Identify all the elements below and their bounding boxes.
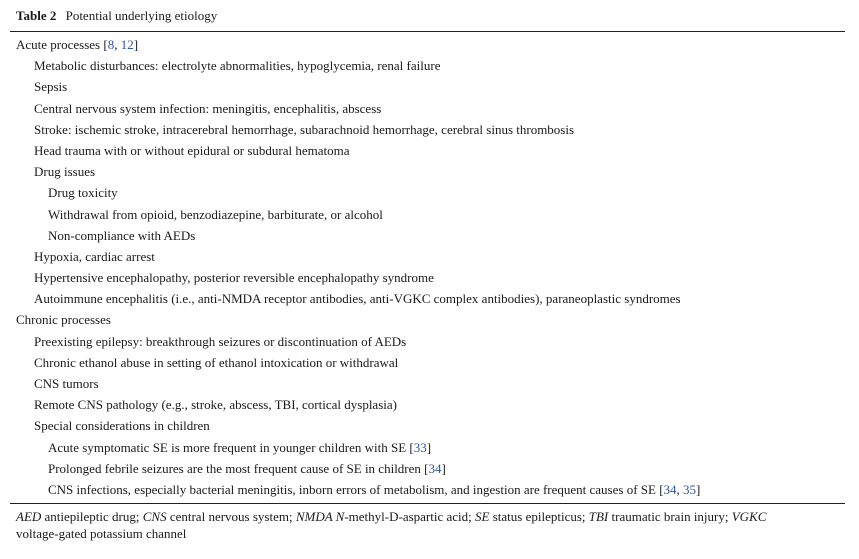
row-text: Hypertensive encephalopathy, posterior reversible encephalopathy syndrome bbox=[34, 270, 434, 286]
footnote-line-2: voltage-gated potassium channel bbox=[16, 526, 187, 541]
footnote-line-1 bbox=[16, 508, 846, 525]
citation-link[interactable]: 35 bbox=[683, 481, 697, 497]
table-row bbox=[0, 288, 859, 309]
footnote-definition: antiepileptic drug; bbox=[41, 509, 143, 524]
row-text: Central nervous system infection: meningitis, encephalitis, abscess bbox=[34, 100, 382, 116]
ref-bracket-close: ] bbox=[441, 460, 446, 476]
row-text: Drug issues bbox=[34, 164, 96, 180]
footnote-definition: traumatic brain injury; bbox=[608, 509, 732, 524]
section-header-row bbox=[0, 309, 859, 330]
table-title: Potential underlying etiology bbox=[65, 8, 218, 23]
row-text: Drug toxicity bbox=[48, 185, 118, 201]
row-text: Chronic ethanol abuse in setting of ethanol intoxication or withdrawal bbox=[34, 354, 399, 370]
table-footnote bbox=[16, 508, 846, 542]
table-row bbox=[0, 98, 859, 119]
row-text: Acute symptomatic SE is more frequent in younger children with SE bbox=[48, 439, 410, 455]
row-text: Stroke: ischemic stroke, intracerebral hemorrhage, subarachnoid hemorrhage, cerebral sinus thrombosis bbox=[34, 121, 575, 137]
table-row bbox=[0, 373, 859, 394]
row-text: Hypoxia, cardiac arrest bbox=[34, 248, 155, 264]
ref-bracket-open: [ bbox=[659, 481, 664, 497]
row-text: Non-compliance with AEDs bbox=[48, 227, 196, 243]
table-row bbox=[0, 140, 859, 161]
table-row bbox=[0, 246, 859, 267]
citation-separator: , bbox=[114, 37, 121, 52]
table-row bbox=[0, 204, 859, 225]
table-row bbox=[0, 415, 859, 436]
section-header-row bbox=[0, 34, 859, 55]
row-text: Remote CNS pathology (e.g., stroke, abscess, TBI, cortical dysplasia) bbox=[34, 397, 397, 413]
row-text: Head trauma with or without epidural or subdural hematoma bbox=[34, 142, 350, 158]
table-row bbox=[0, 161, 859, 182]
citation-link[interactable]: 8 bbox=[107, 37, 115, 52]
ref-bracket-open: [ bbox=[424, 460, 429, 476]
table-row bbox=[0, 458, 859, 479]
footnote-abbreviation: VGKC bbox=[731, 509, 767, 524]
table-row bbox=[0, 55, 859, 76]
row-text: Withdrawal from opioid, benzodiazepine, barbiturate, or alcohol bbox=[48, 206, 383, 222]
table-label: Table 2 bbox=[16, 8, 57, 23]
ref-bracket-close: ] bbox=[426, 439, 432, 455]
footnote-definition: central nervous system; bbox=[166, 509, 296, 524]
footnote-definition: status epilepticus; bbox=[489, 509, 589, 524]
table-row bbox=[0, 267, 859, 288]
footnote-definition: -methyl-D-aspartic acid; bbox=[344, 509, 476, 524]
table-row bbox=[0, 437, 859, 458]
table-row bbox=[0, 331, 859, 352]
citation-link[interactable]: 34 bbox=[428, 460, 442, 476]
row-text: Sepsis bbox=[34, 79, 68, 95]
footnote-abbreviation: CNS bbox=[142, 509, 167, 524]
ref-bracket-close: ] bbox=[696, 481, 701, 497]
table-row bbox=[0, 352, 859, 373]
citation-link[interactable]: 34 bbox=[663, 481, 677, 497]
table-row bbox=[0, 225, 859, 246]
table-caption bbox=[16, 7, 217, 25]
citation-link[interactable]: 12 bbox=[120, 37, 134, 52]
row-text: CNS tumors bbox=[34, 376, 99, 391]
table-row bbox=[0, 479, 859, 500]
row-text: Special considerations in children bbox=[34, 418, 210, 434]
footnote-abbreviation: SE bbox=[475, 509, 490, 524]
bottom-rule bbox=[10, 503, 845, 504]
row-text: Chronic processes bbox=[16, 312, 111, 328]
citation-link[interactable]: 33 bbox=[413, 439, 427, 455]
row-text: Preexisting epilepsy: breakthrough seizures or discontinuation of AEDs bbox=[34, 333, 407, 349]
row-text: Metabolic disturbances: electrolyte abnormalities, hypoglycemia, renal failure bbox=[34, 58, 441, 74]
row-text: Prolonged febrile seizures are the most frequent cause of SE in children bbox=[48, 460, 425, 476]
row-text: Autoimmune encephalitis (i.e., anti-NMDA receptor antibodies, anti-VGKC complex antibodies), paraneoplastic syndromes bbox=[34, 291, 681, 307]
top-rule bbox=[10, 31, 845, 32]
table-row bbox=[0, 76, 859, 97]
table-row bbox=[0, 119, 859, 140]
ref-bracket-open: [ bbox=[103, 37, 108, 52]
table-body bbox=[0, 34, 859, 500]
table-row bbox=[0, 394, 859, 415]
table-row bbox=[0, 182, 859, 203]
ref-bracket-close: ] bbox=[133, 37, 139, 52]
footnote-abbreviation: TBI bbox=[588, 509, 609, 524]
ref-bracket-open: [ bbox=[409, 439, 414, 455]
footnote-abbreviation: NMDA N bbox=[295, 509, 345, 524]
row-text: CNS infections, especially bacterial meningitis, inborn errors of metabolism, and ingestion are frequent causes of SE bbox=[48, 481, 660, 497]
row-text: Acute processes bbox=[16, 37, 104, 52]
footnote-abbreviation: AED bbox=[16, 509, 42, 524]
citation-separator: , bbox=[676, 481, 684, 497]
